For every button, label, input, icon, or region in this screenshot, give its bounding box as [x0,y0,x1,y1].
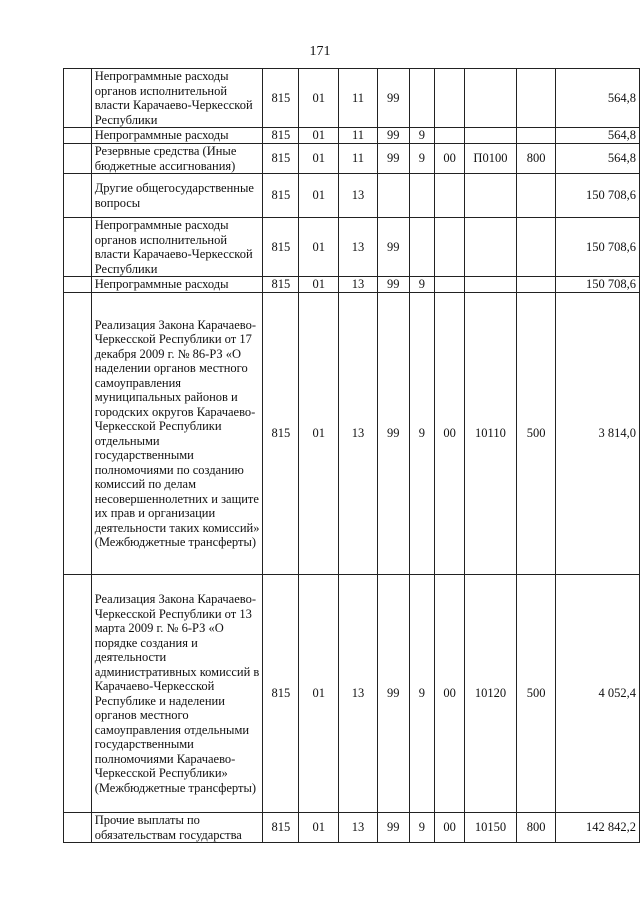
cell-vr [516,174,555,218]
table-row [64,174,640,218]
cell-amount: 564,8 [556,144,640,174]
cell-vr [516,128,555,144]
row-description: Прочие выплаты по обязательствам государства [91,813,263,843]
row-description: Непрограммные расходы [91,277,263,293]
cell-rz: 01 [299,277,339,293]
table-row [64,813,640,843]
cell-ved: 815 [263,277,299,293]
row-marker-cell [64,813,92,843]
cell-pr: 13 [339,218,378,277]
cell-ved: 815 [263,69,299,128]
cell-vr [516,277,555,293]
cell-rz: 01 [299,144,339,174]
table-row [64,575,640,813]
cell-amount: 564,8 [556,128,640,144]
cell-cs-program: 99 [377,813,409,843]
row-marker-cell [64,144,92,174]
cell-cs-subprogram: 9 [409,128,435,144]
table-row [64,69,640,128]
cell-cs-subprogram: 9 [409,277,435,293]
cell-ved: 815 [263,128,299,144]
row-marker-cell [64,293,92,575]
cell-cs-program [377,174,409,218]
cell-vr [516,218,555,277]
cell-cs-main [435,218,465,277]
cell-cs-main: 00 [435,813,465,843]
cell-pr: 13 [339,277,378,293]
cell-rz: 01 [299,813,339,843]
row-marker-cell [64,69,92,128]
cell-cs-main [435,174,465,218]
row-marker-cell [64,218,92,277]
budget-table [63,68,640,843]
table-row [64,293,640,575]
cell-rz: 01 [299,69,339,128]
cell-pr: 13 [339,813,378,843]
cell-cs-program: 99 [377,218,409,277]
cell-pr: 11 [339,128,378,144]
cell-pr: 11 [339,69,378,128]
cell-cs-program: 99 [377,69,409,128]
row-marker-cell [64,575,92,813]
cell-ved: 815 [263,218,299,277]
cell-vr: 800 [516,144,555,174]
cell-cs-subprogram: 9 [409,144,435,174]
cell-vr [516,69,555,128]
cell-cs-main [435,69,465,128]
row-description: Другие общегосударственные вопросы [91,174,263,218]
cell-cs-main [435,128,465,144]
row-marker-cell [64,174,92,218]
cell-ved: 815 [263,813,299,843]
cell-cs-direction: 10150 [465,813,517,843]
row-description: Реализация Закона Карачаево-Черкесской Республики от 13 марта 2009 г. № 6-РЗ «О порядке создания и деятельности административных комиссий в Карачаево-Черкесской Республике и наделении органов местного самоуправления отдельными государственными полномочиями Карачаево-Черкесской Республики» (Межбюджетные трансферты) [91,575,263,813]
cell-cs-program: 99 [377,293,409,575]
cell-rz: 01 [299,293,339,575]
cell-cs-subprogram [409,218,435,277]
row-description: Непрограммные расходы органов исполнительной власти Карачаево-Черкесской Республики [91,69,263,128]
cell-amount: 150 708,6 [556,218,640,277]
row-description: Реализация Закона Карачаево-Черкесской Республики от 17 декабря 2009 г. № 86-РЗ «О наделении органов местного самоуправления муниципальных районов и городских округов Карачаево-Черкесской Республики отдельными государственными полномочиями по созданию комиссий по делам несовершеннолетних и защите их прав и организации деятельности таких комиссий» (Межбюджетные трансферты) [91,293,263,575]
cell-cs-direction [465,69,517,128]
cell-cs-direction [465,174,517,218]
table-row [64,144,640,174]
cell-vr: 500 [516,293,555,575]
table-row [64,218,640,277]
cell-cs-program: 99 [377,144,409,174]
table-row [64,128,640,144]
cell-amount: 142 842,2 [556,813,640,843]
cell-ved: 815 [263,144,299,174]
cell-vr: 500 [516,575,555,813]
cell-cs-direction: 10110 [465,293,517,575]
cell-cs-direction [465,218,517,277]
page-number: 171 [309,44,331,59]
cell-cs-program: 99 [377,277,409,293]
cell-amount: 564,8 [556,69,640,128]
cell-cs-subprogram: 9 [409,575,435,813]
table-row [64,277,640,293]
cell-ved: 815 [263,575,299,813]
row-description: Непрограммные расходы органов исполнительной власти Карачаево-Черкесской Республики [91,218,263,277]
cell-rz: 01 [299,218,339,277]
cell-rz: 01 [299,128,339,144]
cell-cs-direction [465,128,517,144]
cell-vr: 800 [516,813,555,843]
cell-amount: 4 052,4 [556,575,640,813]
cell-cs-main: 00 [435,575,465,813]
cell-pr: 11 [339,144,378,174]
cell-cs-subprogram: 9 [409,813,435,843]
row-marker-cell [64,128,92,144]
cell-amount: 150 708,6 [556,174,640,218]
row-description: Резервные средства (Иные бюджетные ассигнования) [91,144,263,174]
cell-cs-subprogram: 9 [409,293,435,575]
cell-rz: 01 [299,575,339,813]
cell-amount: 3 814,0 [556,293,640,575]
row-description: Непрограммные расходы [91,128,263,144]
cell-amount: 150 708,6 [556,277,640,293]
cell-cs-main: 00 [435,144,465,174]
cell-cs-program: 99 [377,575,409,813]
cell-cs-program: 99 [377,128,409,144]
cell-ved: 815 [263,174,299,218]
cell-pr: 13 [339,174,378,218]
row-marker-cell [64,277,92,293]
cell-ved: 815 [263,293,299,575]
cell-cs-subprogram [409,69,435,128]
cell-rz: 01 [299,174,339,218]
budget-table-body [64,69,640,843]
cell-cs-main [435,277,465,293]
cell-cs-direction: 10120 [465,575,517,813]
cell-cs-direction [465,277,517,293]
cell-cs-main: 00 [435,293,465,575]
cell-pr: 13 [339,575,378,813]
cell-cs-direction: П0100 [465,144,517,174]
cell-cs-subprogram [409,174,435,218]
cell-pr: 13 [339,293,378,575]
